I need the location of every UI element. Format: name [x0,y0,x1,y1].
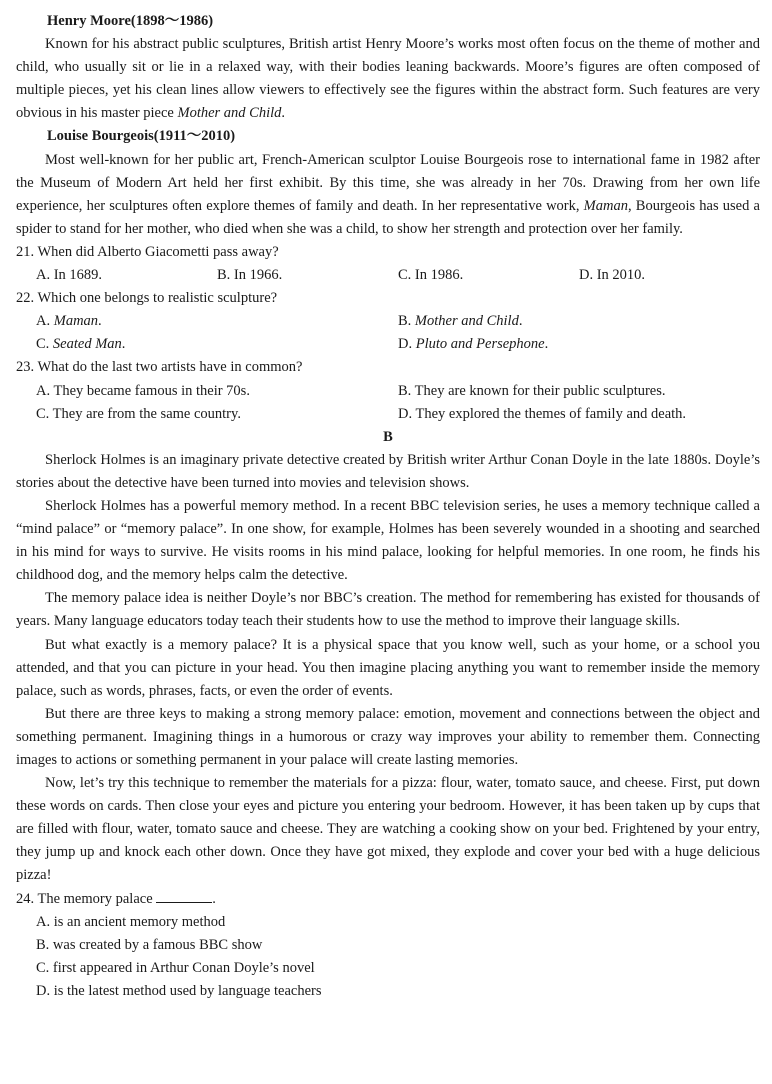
question-24-option-b[interactable]: B. was created by a famous BBC show [36,936,263,953]
question-23-option-a[interactable]: A. They became famous in their 70s. [36,382,250,399]
question-22-option-c[interactable]: C. Seated Man. [36,336,126,353]
question-23-option-b[interactable]: B. They are known for their public sculptures. [398,382,666,399]
question-23-options-row2 [16,403,760,426]
passage-b-paragraph-3: The memory palace idea is neither Doyle’s nor BBC’s creation. The method for remembering has existed for thousands of years. Many language educators today teach their students how to use the method to improve their language skills. [16,590,760,630]
question-23-option-c[interactable]: C. They are from the same country. [36,405,241,422]
question-22-option-b[interactable]: B. Mother and Child. [398,313,523,330]
passage-b-paragraph-2: Sherlock Holmes has a powerful memory method. In a recent BBC television series, he uses a memory technique called a “mind palace” or “memory palace”. In one show, for example, Holmes has been severely wounded in a shooting and searched in his mind for ways to survive. He visits rooms in his mind palace, looking for helpful memories. In one room, he finds his childhood dog, and the memory helps calm the detective. [16,497,760,584]
question-24-option-d[interactable]: D. is the latest method used by language teachers [36,982,322,999]
passage-b-paragraph-6: Now, let’s try this technique to remember the materials for a pizza: flour, water, tomato sauce, and cheese. First, put down these words on cards. Then close your eyes and picture you entering your bedroom. However, it has been taken up by cups that are filled with flour, water, tomato sauce and cheese. They are watching a cooking show on your bed. Frightened by your entry, they jump up and knock each other down. Once they have got mixed, they explode and cover your bed with a huge delicious pizza! [16,775,760,884]
passage-b-paragraph-1: Sherlock Holmes is an imaginary private detective created by British writer Arthur Conan Doyle in the late 1880s. Doyle’s stories about the detective have been turned into movies and television shows. [16,451,760,491]
moore-paragraph: Known for his abstract public sculptures, British artist Henry Moore’s works most often focus on the theme of mother and child, who usually sit or lie in a relaxed way, with their bodies leaning backwards. Moore’s figures are often composed of multiple pieces, yet his clean lines allow viewers to effectively see the figures within the abstract form. Such features are very obvious in his master piece Mother and Child. [16,36,760,122]
question-21-options [16,264,760,287]
question-22-options-row2 [16,333,760,356]
exam-page [16,10,760,1003]
section-b-label: B [383,428,393,445]
moore-heading: Henry Moore(1898～1986) [47,13,214,29]
question-21-option-c[interactable]: C. In 1986. [398,267,464,284]
answer-blank [156,888,212,903]
passage-b-paragraph-5: But there are three keys to making a strong memory palace: emotion, movement and connections between the object and something permanent. Imagining things in a humorous or crazy way improves your ability to remember them. Connecting images to actions or something permanent in your palace will create lasting memories. [16,705,760,768]
question-21-stem: 21. When did Alberto Giacometti pass away? [16,243,279,260]
question-22-option-a[interactable]: A. Maman. [36,313,102,330]
question-21-option-d[interactable]: D. In 2010. [579,267,646,284]
question-21-option-a[interactable]: A. In 1689. [36,267,103,284]
question-24-option-a[interactable]: A. is an ancient memory method [36,913,226,930]
question-23-options-row1 [16,380,760,403]
question-22-stem: 22. Which one belongs to realistic sculpture? [16,290,278,307]
question-21-option-b[interactable]: B. In 1966. [217,267,283,284]
bourgeois-paragraph: Most well-known for her public art, French-American sculptor Louise Bourgeois rose to international fame in 1982 after the Museum of Modern Art held her first exhibit. By this time, she was already in her 70s. Drawing from her own life experience, her sculptures often explore themes of family and death. In her representative work, Maman, Bourgeois has used a spider to stand for her mother, who died when she was a child, to show her strength and protection over her family. [16,151,760,237]
question-24-option-c[interactable]: C. first appeared in Arthur Conan Doyle’s novel [36,959,315,976]
question-23-option-d[interactable]: D. They explored the themes of family and death. [398,405,687,422]
question-22-options-row1 [16,310,760,333]
question-23-stem: 23. What do the last two artists have in common? [16,359,303,376]
question-24-stem: 24. The memory palace . [16,888,760,911]
passage-b-paragraph-4: But what exactly is a memory palace? It is a physical space that you know well, such as your home, or a school you attended, and that you can picture in your head. You then imagine placing anything you want to remember inside the memory palace, such as words, phrases, facts, or even the order of events. [16,636,760,699]
bourgeois-heading: Louise Bourgeois(1911～2010) [47,128,236,145]
question-22-option-d[interactable]: D. Pluto and Persephone. [398,336,549,353]
